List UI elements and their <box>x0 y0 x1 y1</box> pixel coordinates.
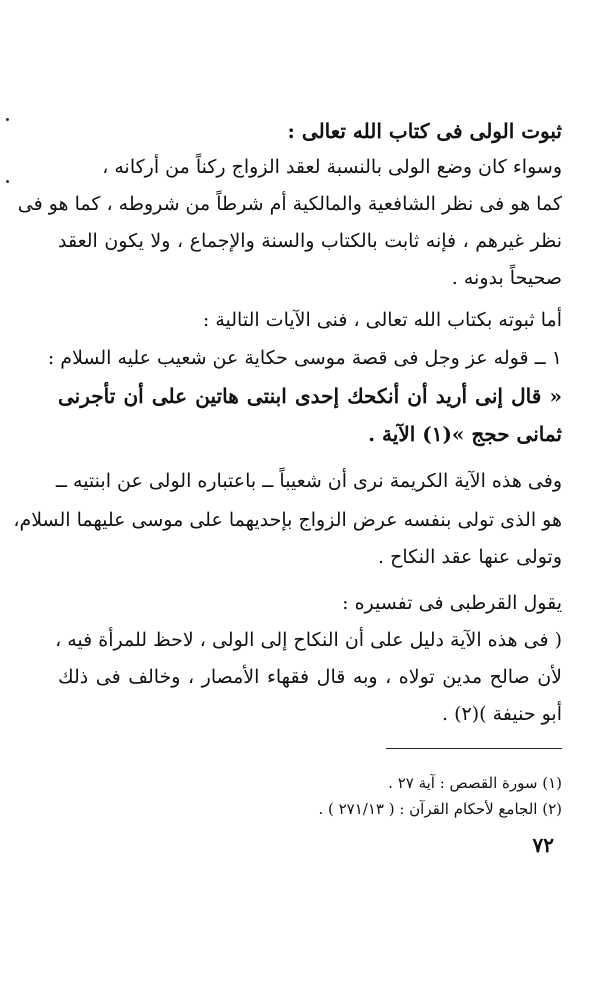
paragraph-line: نظر غيرهم ، فإنه ثابت بالكتاب والسنة والإجماع ، ولا يكون العقد <box>58 230 562 252</box>
quote-line: أبو حنيفة )(٢) . <box>441 703 562 725</box>
footnote: (١) سورة القصص : آية ٢٧ . <box>388 774 562 792</box>
quote-line: ( فى هذه الآية دليل على أن النكاح إلى الولى ، لاحظ للمرأة فيه ، <box>55 629 562 651</box>
paragraph-line: هو الذى تولى بنفسه عرض الزواج بإحديهما على موسى عليهما السلام، <box>13 509 562 531</box>
paragraph-line: وفى هذه الآية الكريمة نرى أن شعيباً ــ باعتباره الولى عن ابنتيه ــ <box>55 470 562 492</box>
quote-line: لأن صالح مدين تولاه ، وبه قال فقهاء الأمصار ، وخالف فى ذلك <box>58 666 562 688</box>
paragraph-line: صحيحاً بدونه . <box>451 267 562 289</box>
paragraph-line: وسواء كان وضع الولى بالنسبة لعقد الزواج ركناً من أركانه ، <box>102 156 562 178</box>
margin-speck <box>6 118 9 121</box>
section-heading: ثبوت الولى فى كتاب الله تعالى : <box>287 119 562 143</box>
citation-intro: يقول القرطبى فى تفسيره : <box>342 592 562 614</box>
quran-verse-line: « قال إنى أريد أن أنكحك إحدى ابنتى هاتين على أن تأجرنى <box>58 384 562 408</box>
footnote: (٢) الجامع لأحكام القرآن : ( ٢٧١/١٣ ) . <box>318 800 562 818</box>
paragraph-line: كما هو فى نظر الشافعية والمالكية أم شرطاً من شروطه ، كما هو فى <box>17 193 562 215</box>
paragraph-line: وتولى عنها عقد النكاح . <box>378 546 562 568</box>
intro-line: أما ثبوته بكتاب الله تعالى ، فنى الآيات التالية : <box>202 309 562 331</box>
quran-verse-line: ثمانى حجج »(١) الآية . <box>368 422 562 446</box>
footnote-divider <box>386 748 562 749</box>
page-number: ٧٢ <box>532 833 554 857</box>
list-item-1: ١ ــ قوله عز وجل فى قصة موسى حكاية عن شعيب عليه السلام : <box>47 347 562 369</box>
margin-speck <box>6 180 9 183</box>
